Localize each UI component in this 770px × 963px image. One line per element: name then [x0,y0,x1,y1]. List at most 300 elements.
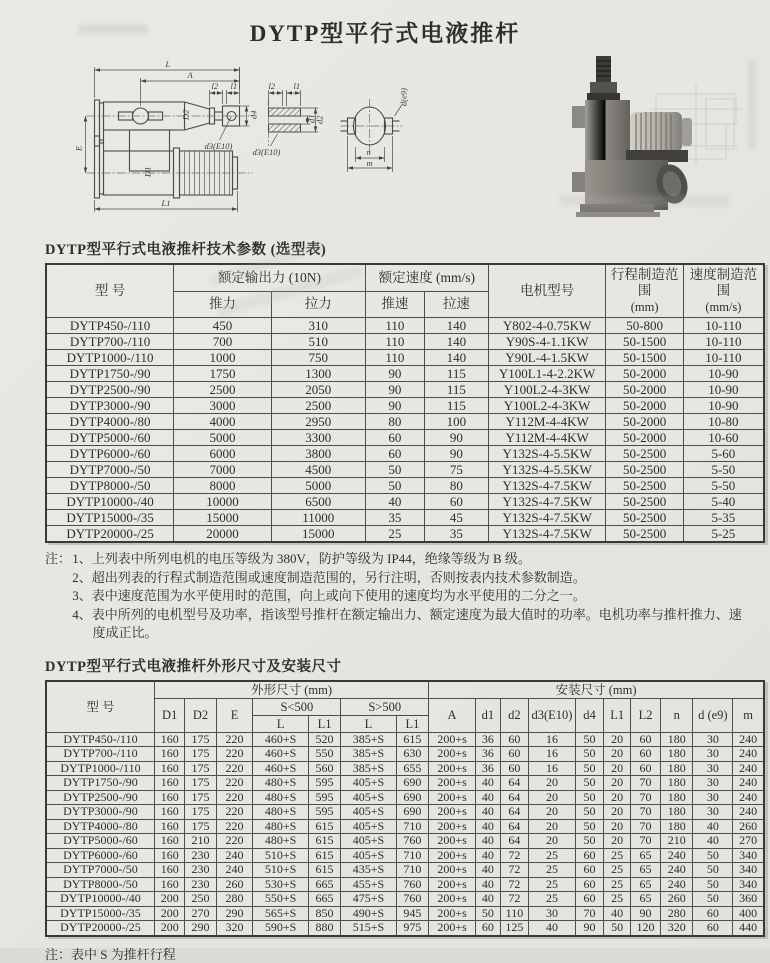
table-cell: 220 [216,805,253,820]
table-cell: 60 [693,906,733,921]
table-cell: DYTP1000-/110 [46,761,154,776]
table-cell: 760 [396,834,429,849]
table-cell: 240 [660,877,693,892]
table-row [46,805,764,820]
table-cell: 615 [396,732,429,747]
table-cell: 64 [500,834,528,849]
table-cell: 60 [500,747,528,762]
table-cell: 15000 [271,526,365,543]
table-cell: DYTP8000-/50 [46,877,154,892]
table-cell: 220 [216,761,253,776]
table-row [46,318,764,334]
table-cell: 5-50 [683,478,764,494]
table-cell: 510+S [253,848,308,863]
table-cell: 460+S [253,747,308,762]
col-header-speed-range [683,264,764,318]
table-cell: 385+S [341,732,396,747]
table-cell: 70 [631,776,661,791]
table-cell: 60 [424,494,488,510]
table-cell: 10-60 [683,430,764,446]
end-label-n: n [366,147,371,157]
table-cell: 50-2000 [606,430,683,446]
col-header-d4: d4 [575,698,603,732]
note-item: 1、上列表中所列电机的电压等级为 380V，防护等级为 IP44，绝缘等级为 B 级。 [72,551,531,566]
table-cell: 700 [174,334,271,350]
table-cell: 590+S [253,921,308,936]
table-cell: Y132S-4-7.5KW [488,510,606,526]
table-cell: 35 [365,510,424,526]
table-cell: 595 [308,805,341,820]
table-cell: 60 [575,848,603,863]
table-cell: 35 [424,526,488,543]
table-cell: 10000 [174,494,271,510]
table-cell: DYTP7000-/50 [46,863,154,878]
table-row [46,494,764,510]
table-cell: 260 [216,877,253,892]
col-header-L1: L1 [604,698,631,732]
table-cell: 50 [604,921,631,936]
note-item: 3、表中速度范围为水平使用时的范围，向上或向下使用的速度均为水平使用的二分之一。 [72,588,586,603]
table-cell: 140 [424,350,488,366]
table-cell: 40 [475,863,500,878]
table-row [46,510,764,526]
col-header-pull-speed: 拉速 [424,291,488,317]
table-cell: 160 [154,761,184,776]
table-cell: 200+s [429,776,476,791]
table-cell: 7000 [174,462,271,478]
table1-section-title: DYTP型平行式电液推杆技术参数 (选型表) [45,242,327,258]
table-cell: 290 [185,921,216,936]
table-cell: 220 [216,819,253,834]
table-row [46,446,764,462]
col-header-push-speed: 推速 [365,291,424,317]
table-cell: 10-90 [683,398,764,414]
table-cell: 30 [693,732,733,747]
table-cell: 20 [604,732,631,747]
table-cell: 385+S [341,747,396,762]
table-cell: DYTP20000-/25 [46,526,174,543]
table-cell: 70 [575,906,603,921]
table-cell: 72 [500,877,528,892]
col-header-L2: L2 [631,698,661,732]
table-cell: 240 [733,747,764,762]
table-cell: 90 [424,446,488,462]
table-cell: 160 [154,776,184,791]
table-cell: 480+S [253,776,308,791]
table-cell: 510 [271,334,365,350]
table-cell: 10-80 [683,414,764,430]
table-cell: 40 [693,834,733,849]
table-cell: 60 [365,446,424,462]
table-cell: 400 [733,906,764,921]
table-cell: 72 [500,892,528,907]
table-cell: 50-2500 [606,510,683,526]
table-cell: 2500 [271,398,365,414]
table-row [46,863,764,878]
table-cell: 20 [604,790,631,805]
table-cell: 25 [529,877,576,892]
table-cell: DYTP1750-/90 [46,776,154,791]
table-cell: 40 [529,921,576,936]
table-cell: 20 [604,819,631,834]
table-cell: 615 [308,834,341,849]
table-cell: 530+S [253,877,308,892]
table-cell: 630 [396,747,429,762]
col-header-d3: d3(E10) [529,698,576,732]
table-cell: 440 [733,921,764,936]
table-cell: 480+S [253,834,308,849]
table-cell: 100 [424,414,488,430]
table-cell: 1000 [174,350,271,366]
table-cell: 200+s [429,848,476,863]
table-row [46,892,764,907]
table-cell: 200+s [429,863,476,878]
table-cell: 3300 [271,430,365,446]
table-cell: 220 [216,790,253,805]
col-header-L-lt: L [253,715,308,732]
table-cell: 10-110 [683,318,764,334]
table-cell: 40 [475,834,500,849]
table-cell: 36 [475,732,500,747]
table-cell: 280 [216,892,253,907]
table-cell: 160 [154,819,184,834]
table-row [46,334,764,350]
table-cell: 180 [660,732,693,747]
table-cell: 200+s [429,892,476,907]
table-cell: 90 [365,382,424,398]
table-cell: 60 [631,761,661,776]
table-cell: 550 [308,747,341,762]
table-cell: 655 [396,761,429,776]
table-cell: 460+S [253,761,308,776]
table-row [46,747,764,762]
detail-label-d3: d3(E10) [252,147,281,157]
table-cell: 50 [693,892,733,907]
table-cell: 405+S [341,819,396,834]
col-header-E: E [216,698,253,732]
table-cell: 60 [575,892,603,907]
table-cell: Y132S-4-5.5KW [488,446,606,462]
table-cell: 200+s [429,906,476,921]
dim-label-D1: D1 [142,166,153,177]
table-cell: 340 [733,863,764,878]
table-cell: 595 [308,790,341,805]
table-cell: 230 [185,877,216,892]
table-cell: 50-2500 [606,494,683,510]
table-cell: 270 [733,834,764,849]
table-cell: 975 [396,921,429,936]
table-cell: 200+s [429,819,476,834]
table-row [46,462,764,478]
table-row [46,414,764,430]
col-header-A: A [429,698,476,732]
table-cell: 175 [185,805,216,820]
table-cell: 175 [185,732,216,747]
table-cell: 760 [396,892,429,907]
table-cell: 180 [660,790,693,805]
table-cell: 50 [575,776,603,791]
table-cell: 10-110 [683,350,764,366]
table-cell: 200+s [429,921,476,936]
col-header-motor-model: 电机型号 [488,264,606,318]
table-cell: 5-60 [683,446,764,462]
table-cell: 5000 [271,478,365,494]
table-cell: 4500 [271,462,365,478]
table-cell: DYTP20000-/25 [46,921,154,936]
table-cell: 120 [631,921,661,936]
col-header-model: 型 号 [46,681,154,733]
table-cell: 595 [308,776,341,791]
table-cell: 25 [604,863,631,878]
table-cell: 175 [185,819,216,834]
table-row [46,350,764,366]
table-cell: 60 [365,430,424,446]
table-cell: 110 [365,334,424,350]
table-cell: 690 [396,790,429,805]
table-cell: 25 [365,526,424,543]
table-cell: 210 [660,834,693,849]
table-cell: 200 [154,906,184,921]
table-cell: 405+S [341,805,396,820]
table-cell: 110 [500,906,528,921]
table-cell: 115 [424,398,488,414]
table-cell: 2050 [271,382,365,398]
table-cell: 20 [604,747,631,762]
table-cell: 180 [660,761,693,776]
dimension-table-body [46,732,764,936]
note-prefix: 注： [45,551,72,566]
technical-drawing [34,54,506,230]
table-cell: 50 [575,761,603,776]
table-cell: 50-1500 [606,334,683,350]
table-cell: 50 [575,819,603,834]
table-cell: 50-2500 [606,526,683,543]
table-row [46,430,764,446]
table-cell: 20 [529,805,576,820]
table-cell: 30 [693,776,733,791]
table-cell: 40 [475,848,500,863]
table-cell: Y100L1-4-2.2KW [488,366,606,382]
col-header-d1: d1 [475,698,500,732]
table-cell: 115 [424,366,488,382]
table-cell: 64 [500,805,528,820]
table-cell: 10-90 [683,382,764,398]
table-cell: 70 [631,834,661,849]
col-header-d2: d2 [500,698,528,732]
table-cell: Y112M-4-4KW [488,414,606,430]
table-cell: 710 [396,863,429,878]
table-cell: 90 [631,906,661,921]
table-cell: 6000 [174,446,271,462]
table-cell: 5-50 [683,462,764,478]
table-cell: 760 [396,877,429,892]
table-cell: 5000 [174,430,271,446]
table-cell: 36 [475,761,500,776]
table-cell: 60 [575,863,603,878]
table-cell: 1750 [174,366,271,382]
table-cell: 240 [660,848,693,863]
table-cell: DYTP15000-/35 [46,906,154,921]
table-row [46,834,764,849]
table-cell: 200+s [429,805,476,820]
table-cell: 230 [185,863,216,878]
table-cell: 40 [475,892,500,907]
table-cell: 60 [500,732,528,747]
table-cell: DYTP1000-/110 [46,350,174,366]
table-cell: 16 [529,761,576,776]
table-cell: 36 [475,747,500,762]
table-cell: 200+s [429,790,476,805]
table-cell: 25 [529,892,576,907]
table-cell: DYTP3000-/90 [46,398,174,414]
table-cell: 475+S [341,892,396,907]
dim-label-l2: l2 [211,81,219,91]
table-cell: 5-35 [683,510,764,526]
table-cell: DYTP7000-/50 [46,462,174,478]
table-cell: 180 [660,747,693,762]
table-cell: 220 [216,776,253,791]
table-cell: 665 [308,877,341,892]
table-cell: 30 [693,761,733,776]
dim-label-E: E [73,145,84,151]
table-cell: 3000 [174,398,271,414]
table-cell: 4000 [174,414,271,430]
table-cell: 11000 [271,510,365,526]
table-cell: 20 [604,761,631,776]
table-cell: 10-90 [683,366,764,382]
table-cell: 220 [216,834,253,849]
table-cell: 180 [660,776,693,791]
table-cell: DYTP700-/110 [46,747,154,762]
table-cell: 200+s [429,834,476,849]
table-cell: 40 [475,805,500,820]
table-cell: 340 [733,848,764,863]
table-cell: 20000 [174,526,271,543]
table-cell: 60 [631,732,661,747]
col-header-model: 型 号 [46,264,174,318]
table-cell: 175 [185,761,216,776]
table-cell: 200+s [429,732,476,747]
table-cell: 510+S [253,863,308,878]
table-row [46,877,764,892]
table-cell: Y802-4-0.75KW [488,318,606,334]
table-cell: Y112M-4-4KW [488,430,606,446]
table-cell: 615 [308,863,341,878]
table-cell: 30 [693,790,733,805]
dim-label-D2: D2 [180,109,191,120]
table-cell: 405+S [341,834,396,849]
speed-range-line2: (mm/s) [705,300,742,314]
table-cell: 16 [529,732,576,747]
table2-section-title: DYTP型平行式电液推杆外形尺寸及安装尺寸 [45,658,342,675]
table-cell: 25 [604,848,631,863]
table-cell: 615 [308,848,341,863]
table-cell: 20 [529,834,576,849]
table-cell: 240 [733,790,764,805]
detail-label-d1: d1 [306,114,317,123]
notes-block [45,550,745,643]
col-header-pull-force: 拉力 [271,291,365,317]
table-cell: 180 [660,819,693,834]
note-item: 2、超出列表的行程式制造范围或速度制造范围的，另行注明，否则按表内技术参数制造。 [72,569,586,585]
table-cell: 240 [660,863,693,878]
dimension-table [45,680,765,937]
table-cell: 665 [308,892,341,907]
dim-label-d3: d3(E10) [204,141,233,151]
table-cell: 405+S [341,848,396,863]
table-cell: 5-40 [683,494,764,510]
table-cell: 220 [216,732,253,747]
end-label-m: m [366,158,373,168]
table-cell: 72 [500,863,528,878]
dim-label-L1: L1 [161,198,171,208]
table-cell: 435+S [341,863,396,878]
table-cell: DYTP10000-/40 [46,892,154,907]
table-cell: 60 [631,747,661,762]
table-cell: 850 [308,906,341,921]
table-cell: DYTP450-/110 [46,732,154,747]
table-cell: 30 [693,747,733,762]
table-cell: 160 [154,848,184,863]
table-cell: 160 [154,747,184,762]
table-cell: 710 [396,819,429,834]
table-cell: 750 [271,350,365,366]
table-cell: Y132S-4-7.5KW [488,494,606,510]
table-cell: DYTP15000-/35 [46,510,174,526]
table-cell: 25 [529,848,576,863]
table-cell: 200 [154,892,184,907]
table-cell: 30 [693,805,733,820]
table-cell: 20 [529,790,576,805]
col-header-push-force: 推力 [174,291,271,317]
dim-label-L: L [165,59,171,69]
table-cell: 360 [733,892,764,907]
table-cell: 6500 [271,494,365,510]
table-cell: 385+S [341,761,396,776]
table-cell: 40 [604,906,631,921]
table-cell: DYTP5000-/60 [46,834,154,849]
col-header-L1-gt: L1 [396,715,429,732]
table-row [46,776,764,791]
table-cell: 64 [500,790,528,805]
table-cell: 70 [631,819,661,834]
table-cell: 175 [185,790,216,805]
table-cell: 80 [424,478,488,494]
table-cell: 50-1500 [606,350,683,366]
table-cell: 615 [308,819,341,834]
table-cell: 115 [424,382,488,398]
dimension-labels [74,59,409,208]
table-cell: 15000 [174,510,271,526]
table-cell: 945 [396,906,429,921]
table-cell: 480+S [253,819,308,834]
table-cell: 240 [216,848,253,863]
col-header-s-lt-500: S<500 [253,698,341,715]
col-header-m: m [733,698,764,732]
col-header-s-gt-500: S>500 [341,698,429,715]
table-cell: 710 [396,848,429,863]
table-row [46,382,764,398]
table-cell: 50 [575,790,603,805]
table-cell: 80 [365,414,424,430]
table-cell: DYTP450-/110 [46,318,174,334]
dimension-table-head [46,681,764,733]
table-row [46,921,764,936]
table-cell: 50 [575,805,603,820]
table-cell: 40 [475,877,500,892]
table-cell: 290 [216,906,253,921]
table-cell: 40 [365,494,424,510]
